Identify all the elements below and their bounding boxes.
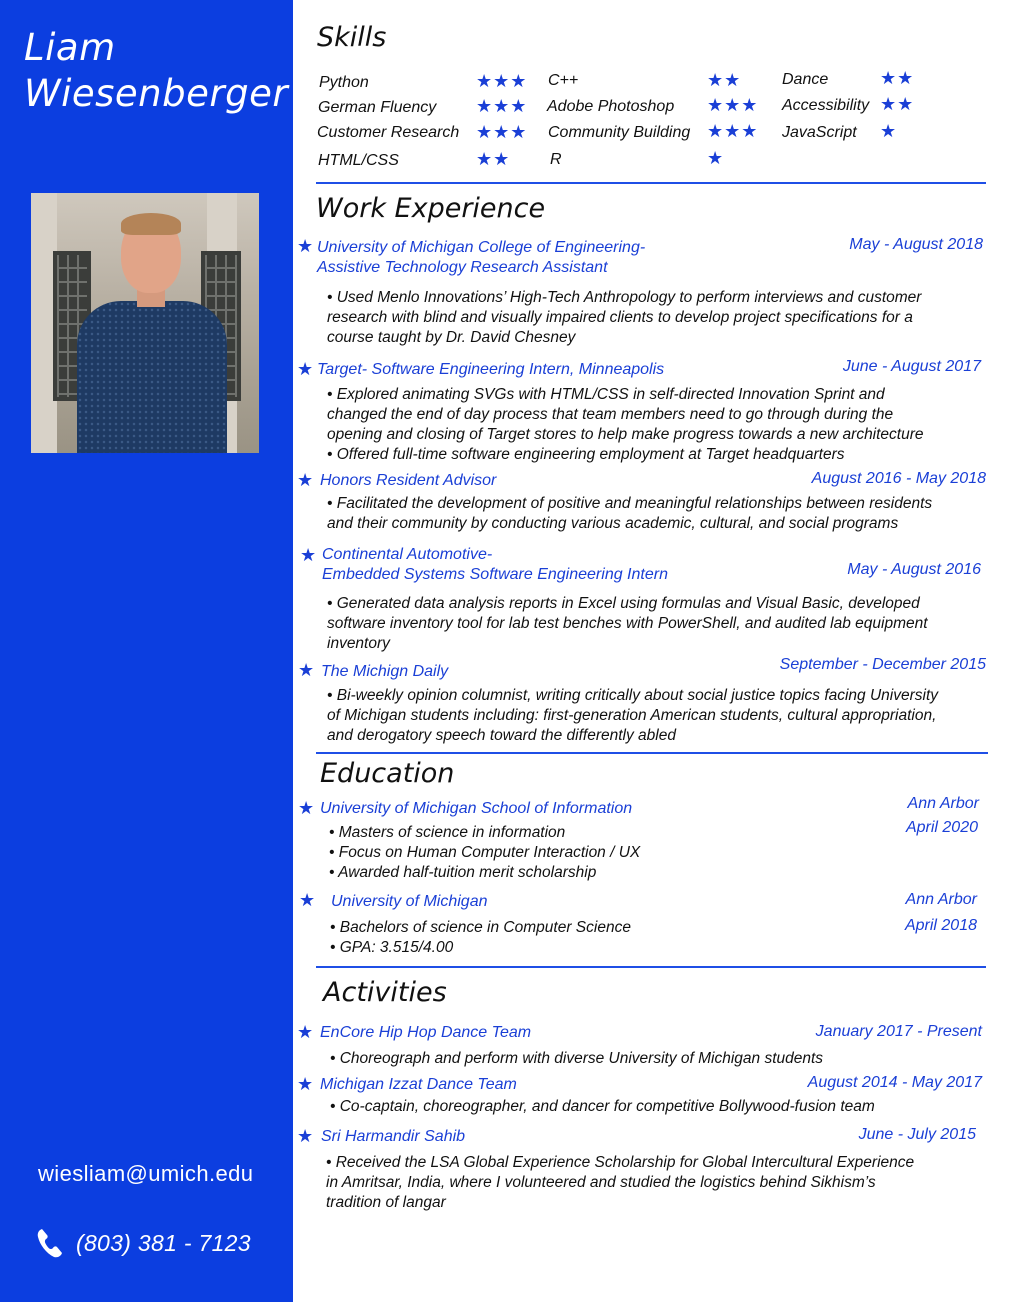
job-description: • Generated data analysis reports in Excel using formulas and Visual Basic, developed software inventory tool for lab test benches with PowerShell, and audited lab equipment inventory — [327, 595, 928, 652]
activities-heading: Activities — [323, 977, 447, 1008]
school-location: Ann Arbor — [905, 891, 977, 908]
phone-link[interactable] — [36, 1227, 251, 1259]
skill-name: HTML/CSS — [318, 152, 399, 169]
job-dates: June - August 2017 — [842, 358, 981, 375]
section-divider — [316, 752, 988, 754]
job-dates: September - December 2015 — [779, 656, 986, 673]
job-title: Target- Software Engineering Intern, Minneapolis — [317, 361, 665, 378]
star-bullet-icon: ★ — [297, 359, 314, 379]
phone-number: (803) 381 - 7123 — [76, 1229, 251, 1256]
star-bullet-icon: ★ — [297, 1126, 314, 1146]
job-description: • Facilitated the development of positive and meaningful relationships between residents and their community by conducting various academic, cultural, and social programs — [327, 495, 933, 532]
activity-dates: August 2014 - May 2017 — [807, 1074, 982, 1091]
education-heading: Education — [320, 758, 455, 789]
skill-rating-stars: ★★★ — [476, 71, 528, 91]
skill-rating-stars: ★★ — [707, 70, 742, 90]
activity-name: Michigan Izzat Dance Team — [320, 1076, 517, 1093]
activity-description: • Received the LSA Global Experience Scholarship for Global Intercultural Experience in Amritsar, India, where I volunteered and studied the logistics behind Sikhism’s tradition of langar — [326, 1154, 915, 1211]
school-date: April 2018 — [904, 917, 977, 934]
job-description: • Explored animating SVGs with HTML/CSS in self-directed Innovation Sprint and changed the end of day process that team members need to go through during the opening and closing of Target stores to help make progress towards a new architecture • Offered full-time software engineering employment at Target headquarters — [327, 386, 924, 463]
skill-rating-stars: ★★★ — [476, 122, 528, 142]
school-name: University of Michigan School of Information — [320, 800, 633, 817]
skill-name: German Fluency — [318, 99, 437, 116]
first-name: Liam — [24, 26, 116, 69]
job-title: Honors Resident Advisor — [320, 472, 497, 489]
activity-dates: January 2017 - Present — [815, 1023, 982, 1040]
job-title: The Michign Daily — [321, 663, 449, 680]
activity-dates: June - July 2015 — [858, 1126, 976, 1143]
sidebar — [0, 0, 293, 1302]
school-date: April 2020 — [905, 819, 978, 836]
school-details: • Bachelors of science in Computer Science • GPA: 3.515/4.00 — [330, 919, 631, 956]
job-description: • Used Menlo Innovations’ High-Tech Anthropology to perform interviews and customer research with blind and visually impaired clients to develop project specifications for a course taught by Dr. David Chesney — [327, 289, 922, 346]
job-description: • Bi-weekly opinion columnist, writing critically about social justice topics facing University of Michigan students including: first-generation American students, cultural appropriation, and derogatory speech toward the differently abled — [327, 687, 939, 744]
star-bullet-icon: ★ — [299, 890, 316, 910]
work-heading: Work Experience — [316, 193, 546, 224]
skill-name: JavaScript — [782, 124, 857, 141]
activity-description: • Choreograph and perform with diverse University of Michigan students — [330, 1050, 824, 1067]
star-bullet-icon: ★ — [298, 660, 315, 680]
skill-rating-stars: ★★★ — [476, 96, 528, 116]
star-bullet-icon: ★ — [297, 1074, 314, 1094]
section-divider — [316, 966, 986, 968]
job-dates: May - August 2018 — [849, 236, 983, 253]
skill-rating-stars: ★★ — [880, 94, 915, 114]
job-title: University of Michigan College of Engineering- Assistive Technology Research Assistant — [317, 239, 646, 276]
skill-rating-stars: ★ — [707, 148, 725, 168]
star-bullet-icon: ★ — [297, 470, 314, 490]
skill-name: Community Building — [548, 124, 691, 141]
skill-rating-stars: ★ — [880, 121, 898, 141]
activity-description: • Co-captain, choreographer, and dancer for competitive Bollywood-fusion team — [330, 1098, 875, 1115]
job-title: Continental Automotive- Embedded Systems Software Engineering Intern — [322, 546, 668, 583]
skill-rating-stars: ★★★ — [707, 121, 759, 141]
skill-rating-stars: ★★★ — [707, 95, 759, 115]
star-bullet-icon: ★ — [297, 236, 314, 256]
skill-name: C++ — [548, 72, 579, 89]
star-bullet-icon: ★ — [297, 1022, 314, 1042]
skill-name: Python — [319, 74, 369, 91]
star-bullet-icon: ★ — [300, 545, 317, 565]
skills-heading: Skills — [317, 22, 387, 53]
activity-name: Sri Harmandir Sahib — [321, 1128, 466, 1145]
job-dates: August 2016 - May 2018 — [811, 470, 986, 487]
skill-name: Accessibility — [782, 97, 870, 114]
phone-icon — [36, 1227, 64, 1259]
skill-name: R — [550, 151, 562, 168]
skill-name: Customer Research — [317, 124, 460, 141]
star-bullet-icon: ★ — [298, 798, 315, 818]
school-details: • Masters of science in information • Focus on Human Computer Interaction / UX • Awarded half-tuition merit scholarship — [329, 824, 641, 881]
school-name: University of Michigan — [331, 893, 488, 910]
job-dates: May - August 2016 — [847, 561, 981, 578]
activity-name: EnCore Hip Hop Dance Team — [320, 1024, 532, 1041]
skill-name: Adobe Photoshop — [547, 98, 675, 115]
skill-rating-stars: ★★ — [476, 149, 511, 169]
email-link[interactable]: wiesliam@umich.edu — [38, 1161, 254, 1186]
portrait-photo — [31, 193, 259, 453]
section-divider — [316, 182, 986, 184]
skill-rating-stars: ★★ — [880, 68, 915, 88]
skill-name: Dance — [782, 71, 829, 88]
school-location: Ann Arbor — [907, 795, 979, 812]
last-name: Wiesenberger — [24, 72, 289, 115]
